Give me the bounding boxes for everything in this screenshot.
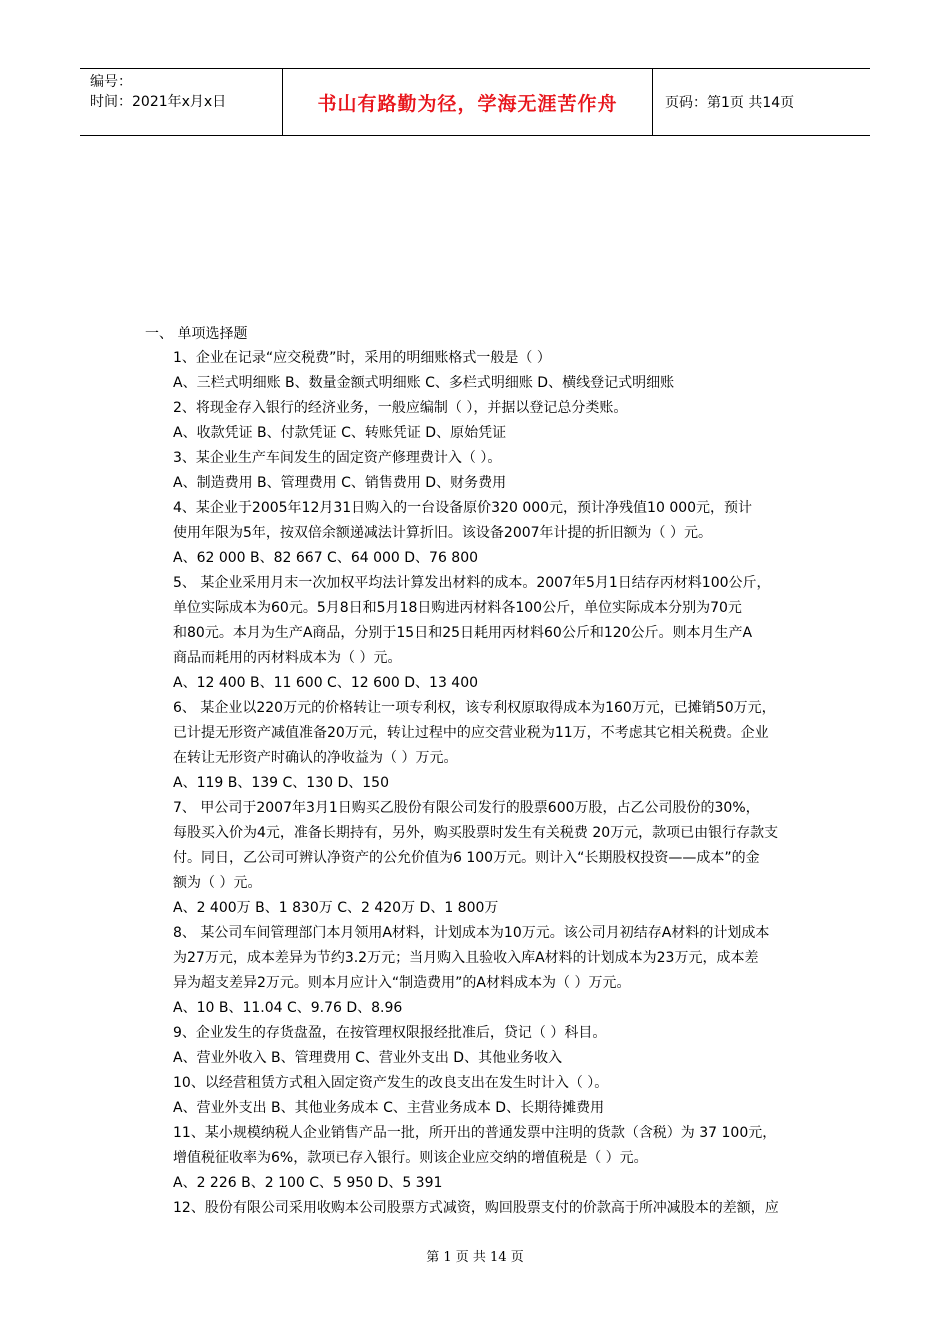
question-lines (145, 346, 825, 1221)
text-line: 商品而耗用的丙材料成本为（ ）元。 (173, 650, 402, 666)
text-line: 为27万元，成本差异为节约3.2万元；当月购入且验收入库A材料的计划成本为23万元，成本差 (173, 950, 759, 966)
text-line: 9、企业发生的存货盘盈，在按管理权限报经批准后，贷记（ ）科目。 (173, 1025, 607, 1041)
text-line: 每股买入价为4元，准备长期持有，另外，购买股票时发生有关税费 20万元，款项已由银行存款支 (173, 825, 779, 841)
text-line: 增值税征收率为6%，款项已存入银行。则该企业应交纳的增值税是（ ）元。 (173, 1150, 648, 1166)
text-line: 和80元。本月为生产A商品，分别于15日和25日耗用丙材料60公斤和120公斤。则本月生产A (173, 625, 753, 641)
document-body (145, 322, 825, 1221)
text-line: 2、将现金存入银行的经济业务，一般应编制（ ），并据以登记总分类账。 (173, 400, 628, 416)
text-line: 异为超支差异2万元。则本月应计入“制造费用”的A材料成本为（ ）万元。 (173, 975, 631, 991)
text-line: A、营业外支出 B、其他业务成本 C、主营业务成本 D、长期待摊费用 (173, 1100, 605, 1116)
text-line: 在转让无形资产时确认的净收益为（ ）万元。 (173, 750, 458, 766)
text-line: 10、以经营租赁方式租入固定资产发生的改良支出在发生时计入（ ）。 (173, 1075, 609, 1091)
text-line: 11、某小规模纳税人企业销售产品一批，所开出的普通发票中注明的货款（含税）为 37 100元， (173, 1125, 777, 1141)
text-line: A、制造费用 B、管理费用 C、销售费用 D、财务费用 (173, 475, 507, 491)
text-line: 12、股份有限公司采用收购本公司股票方式减资，购回股票支付的价款高于所冲减股本的差额，应 (173, 1200, 779, 1216)
text-line: A、10 B、11.04 C、9.76 D、8.96 (173, 1000, 403, 1016)
page-footer: 第 1 页 共 14 页 (426, 1250, 524, 1265)
page-header (80, 68, 870, 136)
text-line: 6、 某企业以220万元的价格转让一项专利权，该专利权原取得成本为160万元，已摊销50万元， (173, 700, 776, 716)
text-line: 1、企业在记录“应交税费”时，采用的明细账格式一般是（ ） (173, 350, 551, 366)
text-line: A、2 400万 B、1 830万 C、2 420万 D、1 800万 (173, 900, 499, 916)
text-line: A、119 B、139 C、130 D、150 (173, 775, 389, 791)
text-line: 8、 某公司车间管理部门本月领用A材料，计划成本为10万元。该公司月初结存A材料的计划成本 (173, 925, 770, 941)
header-motto-cell (283, 69, 653, 135)
motto-text: 书山有路勤为径，学海无涯苦作舟 (317, 92, 618, 115)
text-line: A、62 000 B、82 667 C、64 000 D、76 800 (173, 550, 479, 566)
text-line: A、营业外收入 B、管理费用 C、营业外支出 D、其他业务收入 (173, 1050, 563, 1066)
text-line: 3、某企业生产车间发生的固定资产修理费计入（ ）。 (173, 450, 502, 466)
header-page-cell (653, 69, 870, 135)
section-title: 一、 单项选择题 (145, 326, 248, 342)
text-line: A、三栏式明细账 B、数量金额式明细账 C、多栏式明细账 D、横线登记式明细账 (173, 375, 675, 391)
text-line: A、12 400 B、11 600 C、12 600 D、13 400 (173, 675, 479, 691)
text-line: A、2 226 B、2 100 C、5 950 D、5 391 (173, 1175, 443, 1191)
document-number-label: 编号： (90, 74, 132, 90)
document-time-label: 时间：2021年x月x日 (90, 94, 227, 110)
text-line: 付。同日，乙公司可辨认净资产的公允价值为6 100万元。则计入“长期股权投资——成本”的金 (173, 850, 760, 866)
header-meta-cell (80, 69, 283, 135)
text-line: 已计提无形资产减值准备20万元，转让过程中的应交营业税为11万，不考虑其它相关税费。企业 (173, 725, 769, 741)
text-line: 4、某企业于2005年12月31日购入的一台设备原价320 000元，预计净残值10 000元，预计 (173, 500, 753, 516)
text-line: A、收款凭证 B、付款凭证 C、转账凭证 D、原始凭证 (173, 425, 507, 441)
text-line: 7、 甲公司于2007年3月1日购买乙股份有限公司发行的股票600万股，占乙公司股份的30%， (173, 800, 760, 816)
page-number-label: 页码：第1页 共14页 (665, 95, 795, 111)
text-line: 使用年限为5年，按双倍余额递减法计算折旧。该设备2007年计提的折旧额为（ ）元。 (173, 525, 712, 541)
text-line: 5、 某企业采用月末一次加权平均法计算发出材料的成本。2007年5月1日结存丙材料100公斤， (173, 575, 771, 591)
text-line: 额为（ ）元。 (173, 875, 262, 891)
text-line: 单位实际成本为60元。5月8日和5月18日购进丙材料各100公斤，单位实际成本分别为70元 (173, 600, 742, 616)
